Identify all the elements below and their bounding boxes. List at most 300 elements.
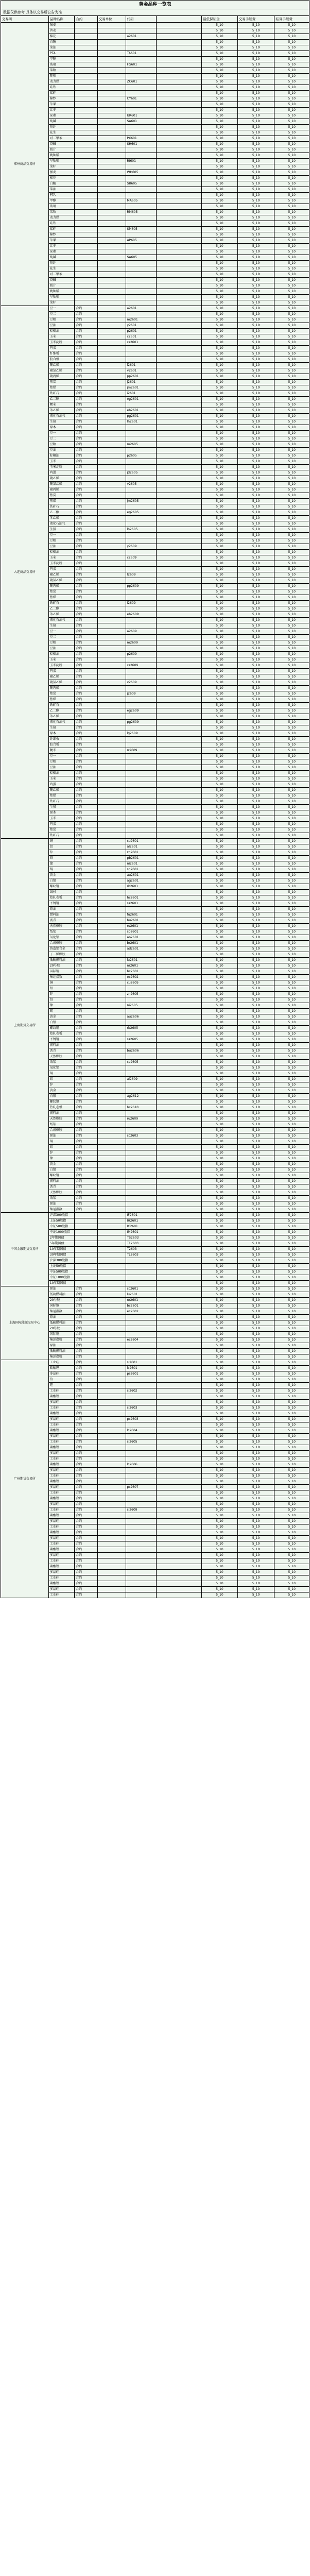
margin-cell: 5_10 [202,1422,238,1428]
blank-cell [156,561,202,567]
settle-fee-cell: 5_10 [274,788,309,793]
settle-fee-cell: 5_10 [274,238,309,244]
product-name-cell: 聚丙烯 [48,374,75,380]
code-cell [126,952,156,958]
unit-cell [97,91,126,96]
fee-cell: 5_10 [237,1014,274,1020]
code-cell: pg2601 [126,414,156,419]
product-name-cell: 集运指数 [48,1207,75,1213]
settle-fee-cell: 5_10 [274,771,309,776]
blank-cell [156,618,202,623]
margin-cell: 5_10 [202,895,238,901]
fee-cell: 5_10 [237,946,274,952]
contract-cell [75,1281,97,1286]
fee-cell: 5_10 [237,487,274,493]
blank-cell [156,997,202,1003]
settle-fee-cell: 5_10 [274,1031,309,1037]
product-name-cell: 豆粕 [48,442,75,448]
unit-cell [97,1428,126,1434]
blank-cell [156,1139,202,1145]
blank-cell [156,164,202,170]
fee-cell: 5_10 [237,759,274,765]
margin-cell: 5_10 [202,283,238,289]
product-name-cell: 乙二醇 [48,510,75,516]
blank-cell [156,516,202,521]
unit-cell [97,1088,126,1094]
code-cell [126,890,156,895]
product-name-cell: 粳米 [48,402,75,408]
fee-cell: 5_10 [237,368,274,374]
blank-cell [156,1371,202,1377]
settle-fee-cell: 5_10 [274,567,309,572]
blank-cell [156,1218,202,1224]
product-name-cell: 强麦 [48,23,75,28]
unit-cell [97,861,126,867]
contract-cell: 合约 [75,595,97,601]
code-cell [126,1502,156,1507]
settle-fee-cell: 5_10 [274,895,309,901]
contract-cell: 合约 [75,368,97,374]
unit-cell [97,822,126,827]
contract-cell: 合约 [75,1349,97,1354]
blank-cell [156,300,202,306]
blank-cell [156,595,202,601]
settle-fee-cell: 5_10 [274,561,309,567]
fee-cell: 5_10 [237,1570,274,1575]
blank-cell [156,283,202,289]
unit-cell [97,850,126,856]
fee-cell: 5_10 [237,272,274,278]
margin-cell: 5_10 [202,1383,238,1388]
contract-cell: 合约 [75,1139,97,1145]
margin-cell: 5_10 [202,969,238,975]
settle-fee-cell: 5_10 [274,487,309,493]
settle-fee-cell: 5_10 [274,453,309,459]
blank-cell [156,187,202,193]
code-cell: cu2601 [126,839,156,844]
code-cell: ec2604 [126,1337,156,1343]
unit-cell [97,538,126,544]
unit-cell [97,28,126,34]
margin-cell: 5_10 [202,1541,238,1547]
unit-cell [97,1014,126,1020]
settle-fee-cell: 5_10 [274,652,309,657]
blank-cell [156,680,202,686]
blank-cell [156,1133,202,1139]
settle-fee-cell: 5_10 [274,986,309,992]
unit-cell [97,572,126,578]
header-cell: 最低保证金 [202,16,238,23]
blank-cell [156,1269,202,1275]
contract-cell: 合约 [75,493,97,499]
margin-cell: 5_10 [202,997,238,1003]
blank-cell [156,419,202,425]
unit-cell [97,1405,126,1411]
product-name-cell: 聚丙烯 [48,584,75,589]
contract-cell: 合约 [75,924,97,929]
blank-cell [156,952,202,958]
unit-cell [97,312,126,317]
code-cell [126,193,156,198]
unit-cell [97,533,126,538]
settle-fee-cell: 5_10 [274,1235,309,1241]
fee-cell: 5_10 [237,618,274,623]
fee-cell: 5_10 [237,340,274,346]
product-name-cell: 焦煤 [48,793,75,799]
product-name-cell: 棕榈油 [48,771,75,776]
margin-cell: 5_10 [202,125,238,130]
code-cell [126,57,156,62]
unit-cell [97,255,126,261]
code-cell [126,1326,156,1332]
settle-fee-cell: 5_10 [274,674,309,680]
code-cell [126,1020,156,1026]
code-cell [126,1451,156,1456]
code-cell [126,827,156,833]
blank-cell [156,346,202,351]
fee-cell: 5_10 [237,459,274,465]
margin-cell: 5_10 [202,1349,238,1354]
settle-fee-cell: 5_10 [274,1258,309,1264]
blank-cell [156,323,202,329]
code-cell [126,1468,156,1473]
fee-cell: 5_10 [237,606,274,612]
fee-cell: 5_10 [237,652,274,657]
fee-cell: 5_10 [237,873,274,878]
fee-cell: 5_10 [237,1077,274,1082]
contract-cell: 合约 [75,323,97,329]
contract-cell: 合约 [75,782,97,788]
settle-fee-cell: 5_10 [274,555,309,561]
settle-fee-cell: 5_10 [274,1553,309,1558]
unit-cell [97,884,126,890]
contract-cell: 合约 [75,1003,97,1009]
margin-cell: 5_10 [202,1519,238,1524]
fee-cell: 5_10 [237,884,274,890]
fee-cell: 5_10 [237,1456,274,1462]
blank-cell [156,1196,202,1201]
blank-cell [156,538,202,544]
product-name-cell: 豆粕 [48,317,75,323]
settle-fee-cell: 5_10 [274,96,309,102]
fee-cell: 5_10 [237,153,274,159]
blank-cell [156,890,202,895]
unit-cell [97,697,126,703]
blank-cell [156,40,202,45]
blank-cell [156,510,202,516]
code-cell [126,351,156,357]
unit-cell [97,1111,126,1116]
blank-cell [156,686,202,691]
margin-cell: 5_10 [202,550,238,555]
code-cell [126,1547,156,1553]
product-name-cell: 豆油 [48,765,75,771]
contract-cell [75,62,97,68]
contract-cell [75,232,97,238]
code-cell [126,1043,156,1048]
fee-cell: 5_10 [237,646,274,652]
unit-cell [97,1303,126,1309]
settle-fee-cell: 5_10 [274,1275,309,1281]
fee-cell: 5_10 [237,493,274,499]
margin-cell: 5_10 [202,300,238,306]
fee-cell: 5_10 [237,1349,274,1354]
table-row [1,1286,309,1292]
blank-cell [156,125,202,130]
blank-cell [156,193,202,198]
fee-cell: 5_10 [237,1513,274,1519]
contract-cell [75,34,97,40]
unit-cell [97,901,126,907]
blank-cell [156,1009,202,1014]
blank-cell [156,295,202,300]
code-cell: SH601 [126,142,156,147]
contract-cell: 合约 [75,1343,97,1349]
code-cell: ZC601 [126,79,156,85]
unit-cell [97,708,126,714]
unit-cell [97,1320,126,1326]
unit-cell [97,329,126,334]
contract-cell: 合约 [75,606,97,612]
blank-cell [156,470,202,476]
fee-cell: 5_10 [237,771,274,776]
fee-cell: 5_10 [237,244,274,249]
blank-cell [156,601,202,606]
header-row [1,16,309,23]
margin-cell: 5_10 [202,193,238,198]
unit-cell [97,601,126,606]
settle-fee-cell: 5_10 [274,1162,309,1167]
settle-fee-cell: 5_10 [274,1496,309,1502]
margin-cell: 5_10 [202,1570,238,1575]
blank-cell [156,1417,202,1422]
blank-cell [156,1201,202,1207]
contract-cell: 合约 [75,1451,97,1456]
code-cell: c2609 [126,555,156,561]
product-name-cell: 铜 [48,839,75,844]
contract-cell [75,198,97,204]
code-cell: sn2601 [126,867,156,873]
blank-cell [156,465,202,470]
unit-cell [97,1020,126,1026]
blank-cell [156,935,202,941]
fee-cell: 5_10 [237,1292,274,1298]
settle-fee-cell: 5_10 [274,1354,309,1360]
margin-cell: 5_10 [202,23,238,28]
settle-fee-cell: 5_10 [274,907,309,912]
product-name-cell: 铁矿石 [48,799,75,805]
blank-cell [156,1405,202,1411]
unit-cell [97,1541,126,1547]
settle-fee-cell: 5_10 [274,136,309,142]
settle-fee-cell: 5_10 [274,997,309,1003]
margin-cell: 5_10 [202,470,238,476]
product-name-cell: 上证50股指 [48,1218,75,1224]
contract-cell: 合约 [75,414,97,419]
code-cell [126,1587,156,1592]
margin-cell: 5_10 [202,890,238,895]
blank-cell [156,1411,202,1417]
code-cell [126,1343,156,1349]
margin-cell: 5_10 [202,640,238,646]
margin-cell: 5_10 [202,1065,238,1071]
fee-cell: 5_10 [237,391,274,397]
fee-cell: 5_10 [237,703,274,708]
blank-cell [156,215,202,221]
settle-fee-cell: 5_10 [274,884,309,890]
code-cell: al2609 [126,1077,156,1082]
settle-fee-cell: 5_10 [274,776,309,782]
product-name-cell: 铝 [48,1145,75,1150]
margin-cell: 5_10 [202,782,238,788]
product-name-cell: 纤维板 [48,351,75,357]
settle-fee-cell: 5_10 [274,493,309,499]
code-cell [126,1150,156,1156]
blank-cell [156,1298,202,1303]
code-cell [126,669,156,674]
product-name-cell: 国际铜 [48,1303,75,1309]
contract-cell [75,85,97,91]
margin-cell: 5_10 [202,1513,238,1519]
contract-cell: 合约 [75,567,97,572]
product-name-cell: 工业硅 [48,1360,75,1366]
product-name-cell: 多晶硅 [48,1451,75,1456]
unit-cell [97,827,126,833]
contract-cell: 合约 [75,720,97,725]
code-cell [126,686,156,691]
margin-cell: 5_10 [202,1354,238,1360]
product-name-cell: 碳酸锂 [48,1547,75,1553]
product-name-cell: 短纤 [48,261,75,266]
product-name-cell: 螺纹钢 [48,1026,75,1031]
margin-cell: 5_10 [202,629,238,635]
code-cell [126,776,156,782]
unit-cell [97,646,126,652]
settle-fee-cell: 5_10 [274,850,309,856]
blank-cell [156,1111,202,1116]
margin-cell: 5_10 [202,805,238,810]
unit-cell [97,482,126,487]
margin-cell: 5_10 [202,1133,238,1139]
fee-cell: 5_10 [237,1473,274,1479]
margin-cell: 5_10 [202,1337,238,1343]
blank-cell [156,1252,202,1258]
code-cell: ag2612 [126,1094,156,1099]
margin-cell: 5_10 [202,34,238,40]
margin-cell: 5_10 [202,669,238,674]
contract-cell: 合约 [75,1009,97,1014]
unit-cell [97,680,126,686]
blank-cell [156,1303,202,1309]
code-cell [126,1054,156,1060]
product-name-cell: 集运指数 [48,1354,75,1360]
code-cell: IC2601 [126,1224,156,1230]
contract-cell: 合约 [75,680,97,686]
unit-cell [97,1337,126,1343]
fee-cell: 5_10 [237,935,274,941]
code-cell [126,1570,156,1575]
blank-cell [156,414,202,419]
product-name-cell: 生猪 [48,527,75,533]
unit-cell [97,57,126,62]
code-cell [126,635,156,640]
code-cell: cs2609 [126,663,156,669]
blank-cell [156,108,202,113]
margin-cell: 5_10 [202,584,238,589]
contract-cell: 合约 [75,850,97,856]
margin-cell: 5_10 [202,1405,238,1411]
unit-cell [97,198,126,204]
margin-cell: 5_10 [202,391,238,397]
margin-cell: 5_10 [202,187,238,193]
settle-fee-cell: 5_10 [274,1269,309,1275]
product-name-cell: 白银 [48,878,75,884]
margin-cell: 5_10 [202,1247,238,1252]
code-cell [126,1184,156,1190]
code-cell [126,1111,156,1116]
blank-cell [156,312,202,317]
unit-cell [97,635,126,640]
code-cell: jm2601 [126,385,156,391]
contract-cell: 合约 [75,1553,97,1558]
unit-cell [97,527,126,533]
contract-cell: 合约 [75,1014,97,1020]
code-cell: si2603 [126,1405,156,1411]
fee-cell: 5_10 [237,1082,274,1088]
settle-fee-cell: 5_10 [274,1473,309,1479]
contract-cell: 合约 [75,499,97,504]
code-cell [126,1558,156,1564]
settle-fee-cell: 5_10 [274,1564,309,1570]
unit-cell [97,1536,126,1541]
settle-fee-cell: 5_10 [274,1071,309,1077]
code-cell [126,765,156,771]
contract-cell: 合约 [75,1405,97,1411]
product-name-cell: 豆油 [48,646,75,652]
contract-cell: 合约 [75,1377,97,1383]
blank-cell [156,720,202,725]
blank-cell [156,986,202,992]
unit-cell [97,493,126,499]
blank-cell [156,1258,202,1264]
blank-cell [156,1235,202,1241]
fee-cell: 5_10 [237,1326,274,1332]
unit-cell [97,669,126,674]
code-cell: SR605 [126,181,156,187]
product-name-cell: 燃料油 [48,1179,75,1184]
code-cell [126,799,156,805]
settle-fee-cell: 5_10 [274,1490,309,1496]
settle-fee-cell: 5_10 [274,1332,309,1337]
blank-cell [156,652,202,657]
code-cell [126,1128,156,1133]
fee-cell: 5_10 [237,210,274,215]
settle-fee-cell: 5_10 [274,759,309,765]
fee-cell: 5_10 [237,901,274,907]
fee-cell: 5_10 [237,363,274,368]
fee-cell: 5_10 [237,1179,274,1184]
blank-cell [156,1428,202,1434]
margin-cell: 5_10 [202,1388,238,1394]
unit-cell [97,1077,126,1082]
product-name-cell: 多晶硅 [48,1587,75,1592]
unit-cell [97,334,126,340]
product-name-cell: 棉纱 [48,96,75,102]
fee-cell: 5_10 [237,1400,274,1405]
unit-cell [97,504,126,510]
unit-cell [97,1354,126,1360]
settle-fee-cell: 5_10 [274,1218,309,1224]
